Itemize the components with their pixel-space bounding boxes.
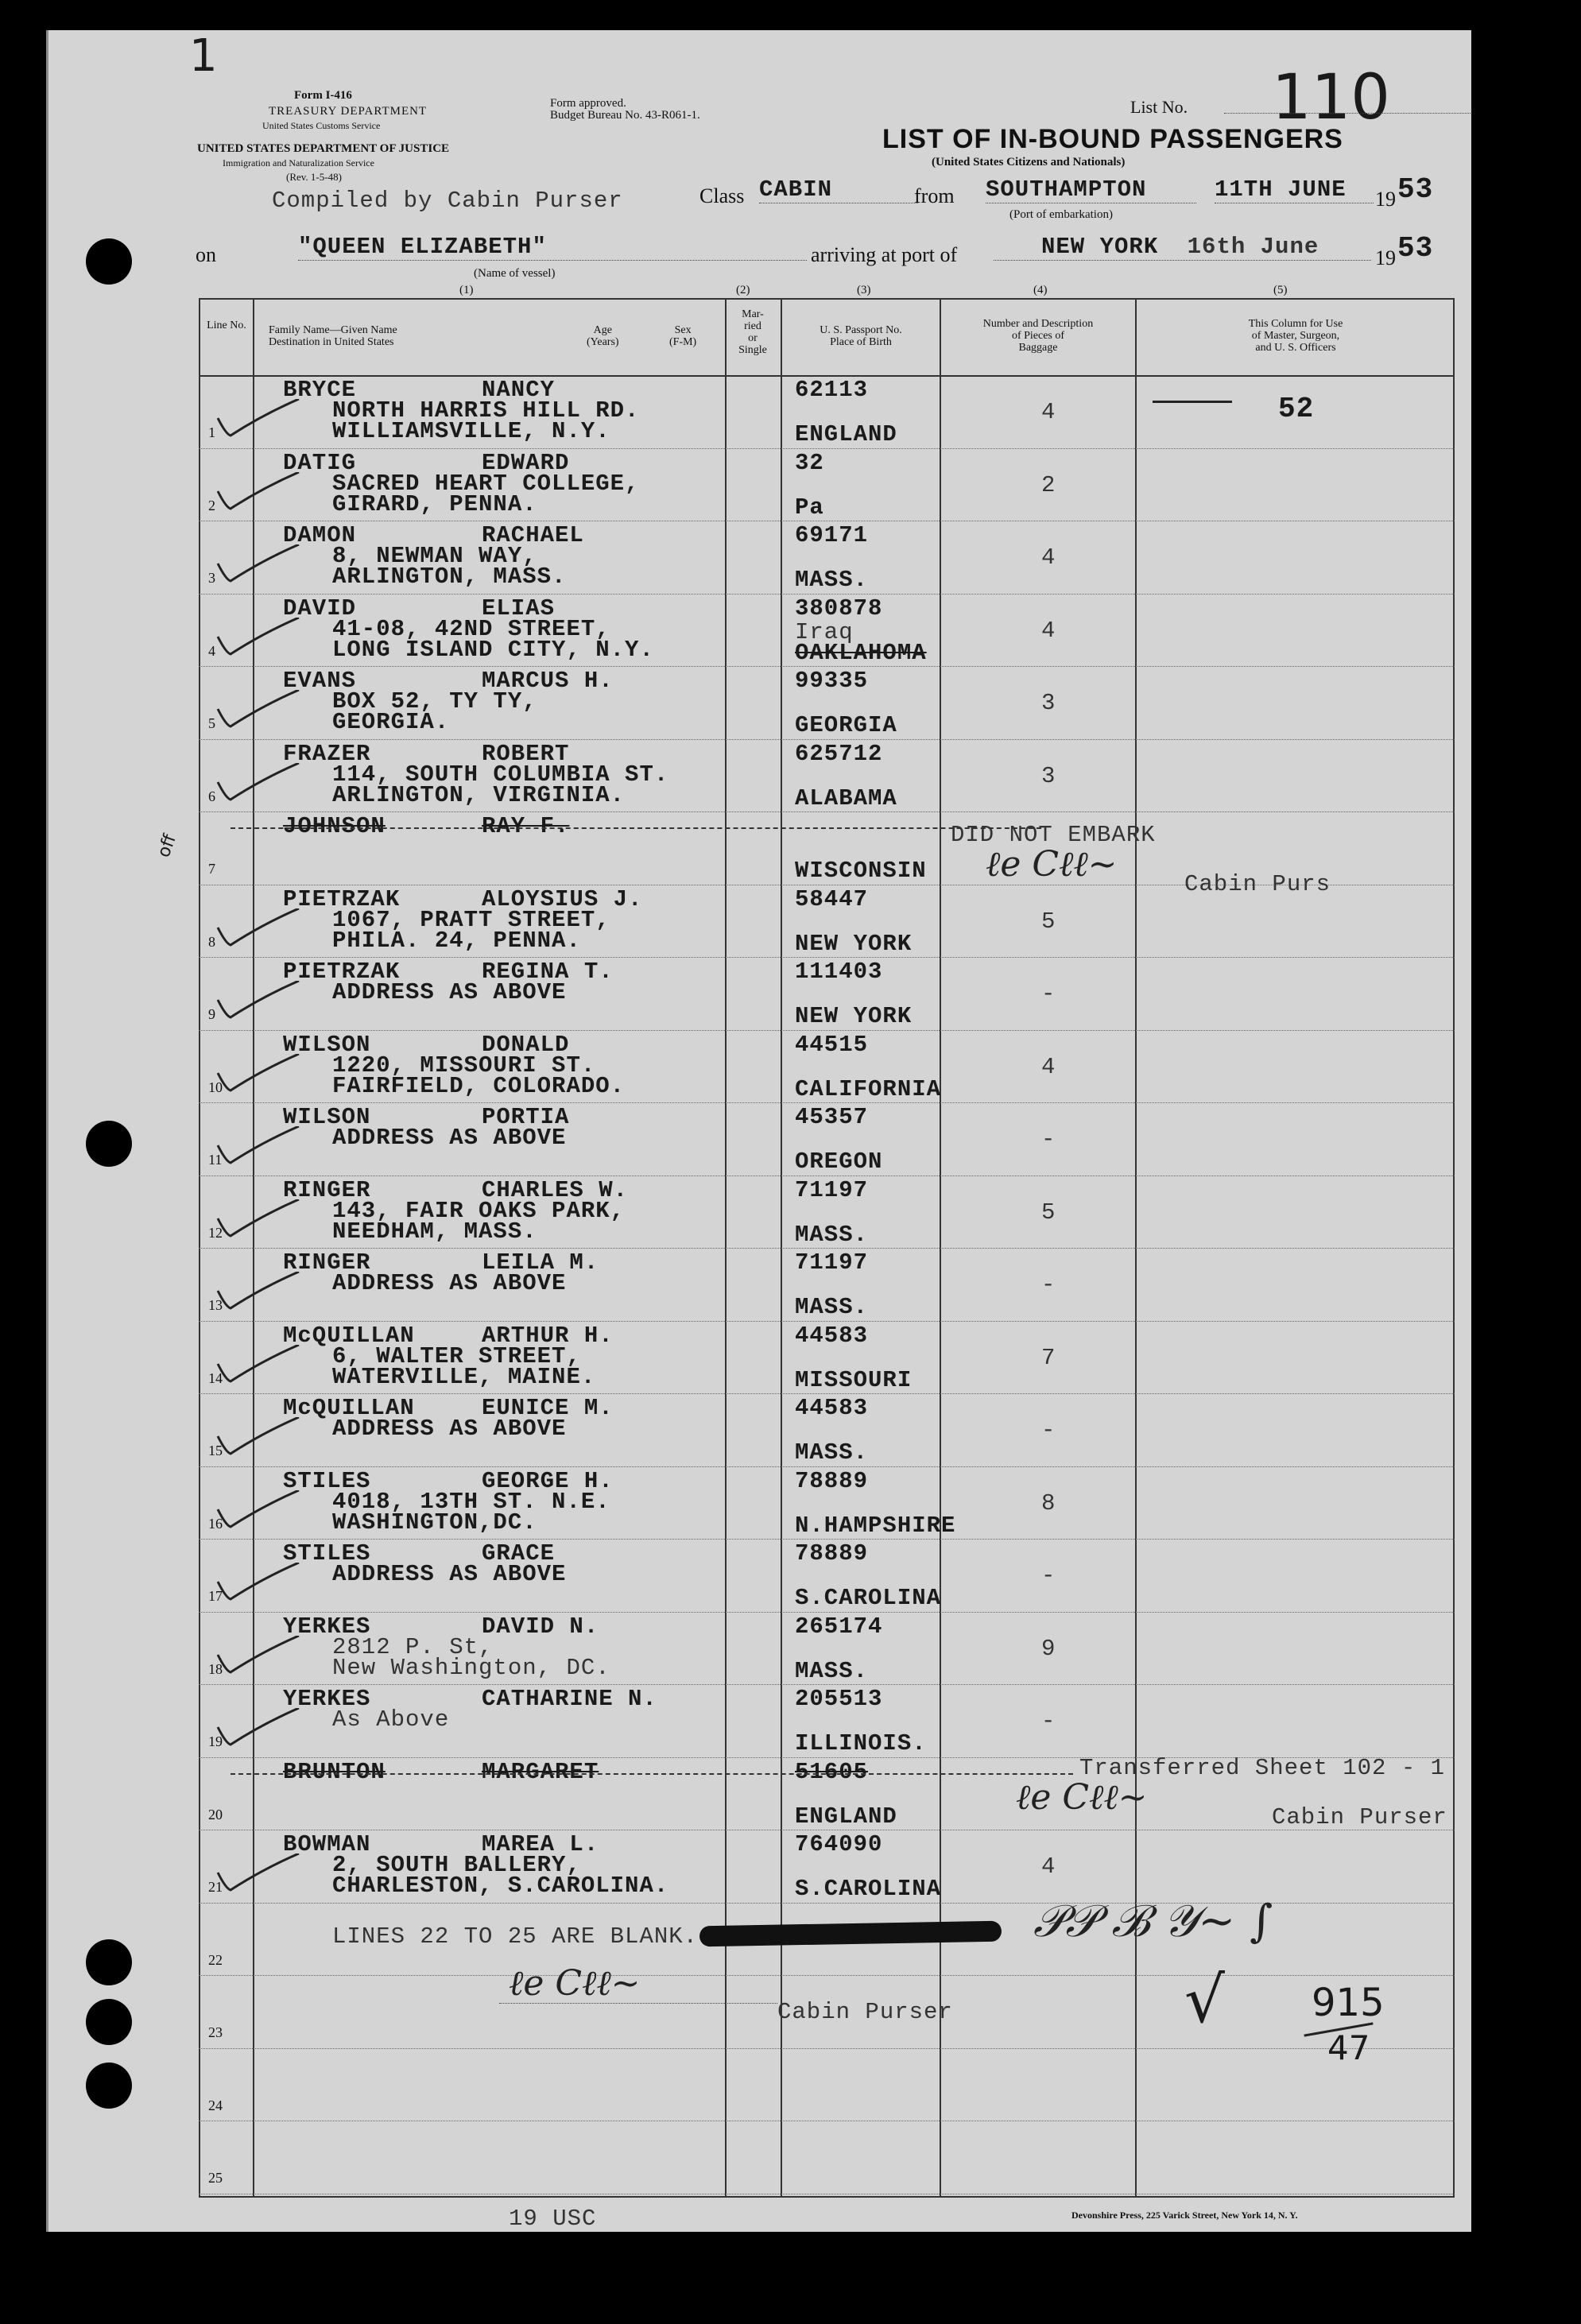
inspection-check-mark: [215, 1417, 302, 1457]
table-row: [0, 448, 1581, 522]
check-mark: √: [1184, 1963, 1225, 2037]
row-address-1: ADDRESS AS ABOVE: [332, 1125, 567, 1151]
row-address-2: GEORGIA.: [332, 709, 450, 735]
row-baggage: 3: [1041, 690, 1056, 716]
row-line-number: 25: [208, 2170, 223, 2186]
row-place-of-birth: NEW YORK: [795, 930, 913, 957]
table-row: [0, 1321, 1581, 1395]
row-family-name: FRAZER: [283, 740, 371, 767]
inspection-check-mark: [215, 1126, 302, 1166]
row-line-number: 7: [208, 861, 215, 877]
row-line-number: 16: [208, 1515, 223, 1532]
row-place-of-birth: ALABAMA: [795, 784, 897, 811]
row-address-1: SACRED HEART COLLEGE,: [332, 470, 640, 497]
row-passport-no: 625712: [795, 740, 883, 767]
row-address-2: ARLINGTON, VIRGINIA.: [332, 781, 626, 808]
row-passport-no: 265174: [795, 1613, 883, 1640]
officer-dash: [1153, 401, 1232, 403]
row-baggage: 4: [1041, 1853, 1056, 1880]
inspection-check-mark: [215, 472, 302, 512]
table-row: [0, 811, 1581, 885]
row-given-name: MARCUS H.: [482, 668, 614, 694]
form-approved: Form approved.: [550, 97, 626, 110]
row-family-name: YERKES: [283, 1686, 371, 1712]
col-header-sex: Sex (F-M): [669, 324, 697, 348]
table-row: [0, 375, 1581, 449]
did-not-embark: DID NOT EMBARK: [951, 822, 1156, 848]
row-address-2: WILLIAMSVILLE, N.Y.: [332, 418, 610, 444]
row-line-number: 23: [208, 2024, 223, 2040]
row-baggage: 2: [1041, 471, 1056, 498]
officer-count: 52: [1278, 393, 1315, 425]
punch-hole: [86, 238, 132, 285]
row-given-name: MAREA L.: [482, 1831, 599, 1857]
departure-year: 53: [1397, 173, 1434, 206]
row-baggage: -: [1041, 1563, 1056, 1589]
row-line-number: 6: [208, 788, 215, 804]
row-address-2: PHILA. 24, PENNA.: [332, 927, 581, 954]
row-passport-no: 764090: [795, 1831, 883, 1857]
row-family-name: BRUNTON: [283, 1758, 386, 1785]
row-given-name: ARTHUR H.: [482, 1322, 614, 1349]
row-place-of-birth: Pa: [795, 494, 824, 521]
row-given-name: DAVID N.: [482, 1613, 599, 1640]
officer-mark: 915: [1312, 1981, 1385, 2025]
row-family-name: EVANS: [283, 668, 357, 694]
row-baggage: 8: [1041, 1489, 1056, 1516]
row-passport-no: 78889: [795, 1540, 869, 1567]
inspection-check-mark: [215, 1272, 302, 1311]
inspection-check-mark: [215, 618, 302, 657]
class-value: CABIN: [759, 176, 918, 203]
row-given-name: LEILA M.: [482, 1249, 599, 1276]
row-passport-no: 71197: [795, 1176, 869, 1203]
row-line-number: 10: [208, 1079, 223, 1095]
row-family-name: STILES: [283, 1467, 371, 1494]
row-address-1: NORTH HARRIS HILL RD.: [332, 397, 640, 424]
from-label: from: [914, 184, 955, 207]
row-address-2: WATERVILLE, MAINE.: [332, 1363, 596, 1390]
row-line-number: 5: [208, 715, 215, 731]
row-place-of-birth: WISCONSIN: [795, 858, 927, 884]
row-address-1: 114, SOUTH COLUMBIA ST.: [332, 761, 669, 788]
row-family-name: BRYCE: [283, 377, 357, 403]
row-place-of-birth: CALIFORNIA: [795, 1075, 942, 1102]
table-row: [0, 1539, 1581, 1613]
row-line-number: 15: [208, 1443, 223, 1458]
row-line-number: 24: [208, 2097, 223, 2113]
column-number: (5): [1273, 284, 1288, 296]
row-passport-no: 44583: [795, 1322, 869, 1349]
officer-mark: 47: [1327, 2028, 1370, 2067]
row-family-name: RINGER: [283, 1249, 371, 1276]
row-place-of-birth: GEORGIA: [795, 712, 897, 738]
strike-line: [231, 827, 1041, 829]
row-address-1: 8, NEWMAN WAY,: [332, 543, 537, 569]
row-address-1: 41-08, 42ND STREET,: [332, 615, 610, 642]
officer-signature: 𝒫𝒫 ℬ 𝒴~ ∫: [1033, 1896, 1273, 1947]
row-given-name: ROBERT: [482, 740, 570, 767]
departure-date: 11TH JUNE: [1215, 176, 1374, 203]
arriving-label: arriving at port of: [811, 243, 958, 266]
row-line-number: 20: [208, 1806, 223, 1822]
inspection-check-mark: [215, 1054, 302, 1094]
row-baggage: -: [1041, 1708, 1056, 1734]
row-given-name: CATHARINE N.: [482, 1686, 657, 1712]
col-header-baggage: Number and Description of Pieces of Baggage: [982, 318, 1094, 354]
row-passport-no: 45357: [795, 1104, 869, 1130]
row-family-name: McQUILLAN: [283, 1322, 415, 1349]
col-header-age: Age (Years): [587, 324, 619, 348]
cabin-purser-note: Cabin Purser: [777, 1999, 953, 2025]
year-prefix: 19: [1375, 188, 1396, 211]
row-given-name: PORTIA: [482, 1104, 570, 1130]
row-address-2: NEEDHAM, MASS.: [332, 1218, 537, 1245]
row-family-name: WILSON: [283, 1031, 371, 1058]
row-baggage: -: [1041, 1126, 1056, 1152]
transferred-note: Transferred Sheet 102 - 1: [1079, 1755, 1446, 1781]
port-of-arrival: NEW YORK: [1041, 234, 1159, 260]
row-family-name: PIETRZAK: [283, 959, 401, 985]
table-row: [0, 2121, 1581, 2194]
signature-line: [499, 2003, 777, 2004]
row-place-of-birth: MASS.: [795, 1439, 869, 1466]
row-place-of-birth: OREGON: [795, 1148, 883, 1175]
row-address-1: ADDRESS AS ABOVE: [332, 1561, 567, 1587]
row-line-number: 4: [208, 642, 215, 659]
row-place-of-birth: ILLINOIS.: [795, 1730, 927, 1757]
row-address-1: BOX 52, TY TY,: [332, 688, 537, 715]
row-line-number: 9: [208, 1006, 215, 1022]
row-line-number: 22: [208, 1951, 223, 1968]
column-number: (2): [736, 284, 750, 296]
row-address-2: New Washington, DC.: [332, 1654, 610, 1681]
row-address-2: WASHINGTON,DC.: [332, 1509, 537, 1536]
row-baggage: 4: [1041, 399, 1056, 425]
table-row: [0, 739, 1581, 813]
row-line-number: 17: [208, 1588, 223, 1604]
row-address-1: 1067, PRATT STREET,: [332, 906, 610, 933]
column-number: (3): [857, 284, 871, 296]
arrival-year: 53: [1397, 232, 1434, 265]
customs-service: United States Customs Service: [262, 120, 381, 131]
treasury-dept: TREASURY DEPARTMENT: [269, 105, 428, 118]
document-subtitle: (United States Citizens and Nationals): [932, 156, 1126, 168]
row-family-name: WILSON: [283, 1104, 371, 1130]
cabin-purser-note: Cabin Purser: [1272, 1804, 1447, 1830]
row-baggage: -: [1041, 981, 1056, 1007]
strike-line: [231, 1773, 1073, 1775]
col-header-passport: U. S. Passport No. Place of Birth: [820, 324, 902, 348]
class-label: Class: [699, 184, 745, 207]
row-line-number: 13: [208, 1297, 223, 1313]
table-row: [0, 1393, 1581, 1467]
table-row: [0, 1830, 1581, 1904]
row-family-name: RINGER: [283, 1176, 371, 1203]
revision: (Rev. 1-5-48): [286, 171, 342, 183]
row-given-name: CHARLES W.: [482, 1176, 629, 1203]
inspection-check-mark: [215, 1345, 302, 1385]
row-passport-no: 51605: [795, 1758, 869, 1785]
row-baggage: 5: [1041, 908, 1056, 935]
row-given-name: DONALD: [482, 1031, 570, 1058]
table-row: [0, 1030, 1581, 1104]
row-family-name: McQUILLAN: [283, 1395, 415, 1421]
row-family-name: PIETRZAK: [283, 885, 401, 912]
col-header-name: Family Name—Given Name Destination in United States: [269, 324, 397, 348]
corner-mark: 1: [189, 30, 218, 82]
row-line-number: 8: [208, 933, 215, 950]
row-baggage: 9: [1041, 1635, 1056, 1662]
row-baggage: 5: [1041, 1199, 1056, 1226]
purser-signature: ℓe Cℓℓ~: [1016, 1777, 1148, 1818]
on-label: on: [196, 243, 216, 266]
col-header-officers: This Column for Use of Master, Surgeon, and U. S. Officers: [1248, 318, 1343, 354]
purser-signature: ℓe Cℓℓ~: [509, 1963, 641, 2004]
row-line-number: 3: [208, 570, 215, 586]
table-row: [0, 1612, 1581, 1686]
row-given-name: EDWARD: [482, 449, 570, 476]
row-given-name: RACHAEL: [482, 522, 584, 548]
row-family-name: DAMON: [283, 522, 357, 548]
row-line-number: 19: [208, 1733, 223, 1749]
lines-blank-note: LINES 22 TO 25 ARE BLANK.: [332, 1923, 699, 1950]
row-baggage: 4: [1041, 617, 1056, 644]
row-address-1: ADDRESS AS ABOVE: [332, 979, 567, 1005]
arrival-date: 16th June: [1187, 234, 1319, 260]
row-given-name: NANCY: [482, 377, 556, 403]
row-baggage: -: [1041, 1272, 1056, 1298]
row-address-2: GIRARD, PENNA.: [332, 490, 537, 517]
row-line-number: 11: [208, 1152, 223, 1168]
row-family-name: DAVID: [283, 595, 357, 622]
row-line-number: 2: [208, 497, 215, 513]
vessel-caption: (Name of vessel): [474, 267, 556, 280]
row-baggage: 7: [1041, 1344, 1056, 1371]
row-address-1: 1220, MISSOURI ST.: [332, 1052, 596, 1079]
row-place-of-birth: NEW YORK: [795, 1003, 913, 1029]
row-address-1: 6, WALTER STREET,: [332, 1342, 581, 1369]
col-header-line-no: Line No.: [207, 320, 246, 331]
inspection-check-mark: [215, 1853, 302, 1893]
row-passport-no: 69171: [795, 522, 869, 548]
table-row: [0, 1466, 1581, 1540]
inspection-check-mark: [215, 544, 302, 584]
row-place-of-birth: MASS.: [795, 1657, 869, 1684]
row-passport-no: 380878: [795, 595, 883, 622]
row-baggage: -: [1041, 1417, 1056, 1443]
list-no-label: List No.: [1130, 97, 1188, 117]
printer-credit: Devonshire Press, 225 Varick Street, New York 14, N. Y.: [1071, 2210, 1298, 2221]
doj: UNITED STATES DEPARTMENT OF JUSTICE: [197, 142, 450, 155]
table-row: [0, 1248, 1581, 1322]
row-address-1: ADDRESS AS ABOVE: [332, 1270, 567, 1296]
row-given-name: GEORGE H.: [482, 1467, 614, 1494]
compiled-by: Compiled by Cabin Purser: [272, 188, 623, 214]
row-passport-no: 205513: [795, 1686, 883, 1712]
row-place-of-birth: OAKLAHOMA: [795, 639, 927, 666]
ins: Immigration and Naturalization Service: [223, 157, 374, 168]
row-passport-no: 32: [795, 449, 824, 476]
table-row: [0, 521, 1581, 595]
row-line-number: 1: [208, 424, 215, 440]
row-passport-no: 44583: [795, 1395, 869, 1421]
row-passport-no: 99335: [795, 668, 869, 694]
row-place-of-birth: MASS.: [795, 567, 869, 593]
year-prefix-arrival: 19: [1375, 246, 1396, 269]
table-row: [0, 594, 1581, 668]
inspection-check-mark: [215, 399, 302, 439]
footer-left: 19 USC: [509, 2206, 597, 2232]
row-line-number: 18: [208, 1660, 223, 1677]
row-given-name: REGINA T.: [482, 959, 614, 985]
row-passport-no: 58447: [795, 885, 869, 912]
table-row: [0, 1176, 1581, 1249]
row-passport-no: 78889: [795, 1467, 869, 1494]
row-place-of-birth: ENGLAND: [795, 421, 897, 447]
off-mark: off: [153, 831, 180, 861]
row-address-1: ADDRESS AS ABOVE: [332, 1416, 567, 1442]
vessel-name: "QUEEN ELIZABETH": [298, 234, 807, 261]
row-address-1: 4018, 13TH ST. N.E.: [332, 1488, 610, 1515]
purser-signature: ℓe Cℓℓ~: [986, 844, 1118, 885]
row-place-of-birth: S.CAROLINA: [795, 1585, 942, 1611]
inspection-check-mark: [215, 1708, 302, 1748]
row-line-number: 21: [208, 1879, 223, 1895]
row-given-name: GRACE: [482, 1540, 556, 1567]
row-given-name: RAY F.: [482, 813, 570, 839]
col-header-married: Mar- ried or Single: [738, 308, 767, 356]
row-family-name: DATIG: [283, 449, 357, 476]
row-given-name: EUNICE M.: [482, 1395, 614, 1421]
row-address-1: 2, SOUTH BALLERY,: [332, 1852, 581, 1878]
inspection-check-mark: [215, 1490, 302, 1530]
row-place-of-birth: MISSOURI: [795, 1366, 913, 1393]
row-line-number: 14: [208, 1369, 223, 1386]
row-birth-note: Iraq: [795, 618, 854, 645]
table-row: [0, 1684, 1581, 1758]
list-no-line: [1224, 113, 1471, 114]
table-row: [0, 1102, 1581, 1176]
row-given-name: MARGARET: [482, 1758, 599, 1785]
row-passport-no: 111403: [795, 959, 883, 985]
port-of-embarkation: SOUTHAMPTON: [986, 176, 1196, 203]
list-number: 110: [1272, 62, 1390, 134]
row-baggage: 4: [1041, 544, 1056, 571]
row-place-of-birth: MASS.: [795, 1221, 869, 1248]
inspection-check-mark: [215, 690, 302, 730]
row-address-2: LONG ISLAND CITY, N.Y.: [332, 636, 654, 663]
row-address-2: FAIRFIELD, COLORADO.: [332, 1072, 626, 1099]
row-line-number: 12: [208, 1224, 223, 1241]
form-number: Form I-416: [294, 89, 352, 102]
row-passport-no: 44515: [795, 1031, 869, 1058]
row-place-of-birth: N.HAMPSHIRE: [795, 1512, 956, 1539]
table-row: [0, 666, 1581, 740]
inspection-check-mark: [215, 1199, 302, 1239]
document-title: LIST OF IN-BOUND PASSENGERS: [882, 124, 1343, 154]
row-family-name: BOWMAN: [283, 1831, 371, 1857]
budget-bureau: Budget Bureau No. 43-R061-1.: [550, 109, 700, 122]
row-address-1: 2812 P. St,: [332, 1633, 494, 1660]
row-address-2: ARLINGTON, MASS.: [332, 564, 567, 590]
column-number: (1): [459, 284, 474, 296]
row-place-of-birth: MASS.: [795, 1294, 869, 1320]
port-embark-caption: (Port of embarkation): [1009, 208, 1113, 221]
row-family-name: JOHNSON: [283, 813, 386, 839]
row-place-of-birth: ENGLAND: [795, 1803, 897, 1830]
row-baggage: 3: [1041, 762, 1056, 789]
row-address-1: 143, FAIR OAKS PARK,: [332, 1197, 626, 1224]
table-row: [0, 885, 1581, 959]
row-baggage: 4: [1041, 1053, 1056, 1080]
row-place-of-birth: S.CAROLINA: [795, 1876, 942, 1902]
inspection-check-mark: [215, 908, 302, 948]
cabin-purser-note: Cabin Purs: [1184, 871, 1331, 897]
row-family-name: STILES: [283, 1540, 371, 1567]
inspection-check-mark: [215, 981, 302, 1021]
row-given-name: ELIAS: [482, 595, 556, 622]
row-passport-no: 62113: [795, 377, 869, 403]
inspection-check-mark: [215, 1636, 302, 1675]
port-of-arrival-wrap: [994, 234, 1371, 261]
inspection-check-mark: [215, 1563, 302, 1602]
row-family-name: YERKES: [283, 1613, 371, 1640]
table-row: [0, 957, 1581, 1031]
row-address-2: CHARLESTON, S.CAROLINA.: [332, 1873, 669, 1899]
column-number: (4): [1033, 284, 1048, 296]
inspection-check-mark: [215, 763, 302, 803]
row-given-name: ALOYSIUS J.: [482, 885, 643, 912]
row-passport-no: 71197: [795, 1249, 869, 1276]
row-address-1: As Above: [332, 1706, 450, 1733]
